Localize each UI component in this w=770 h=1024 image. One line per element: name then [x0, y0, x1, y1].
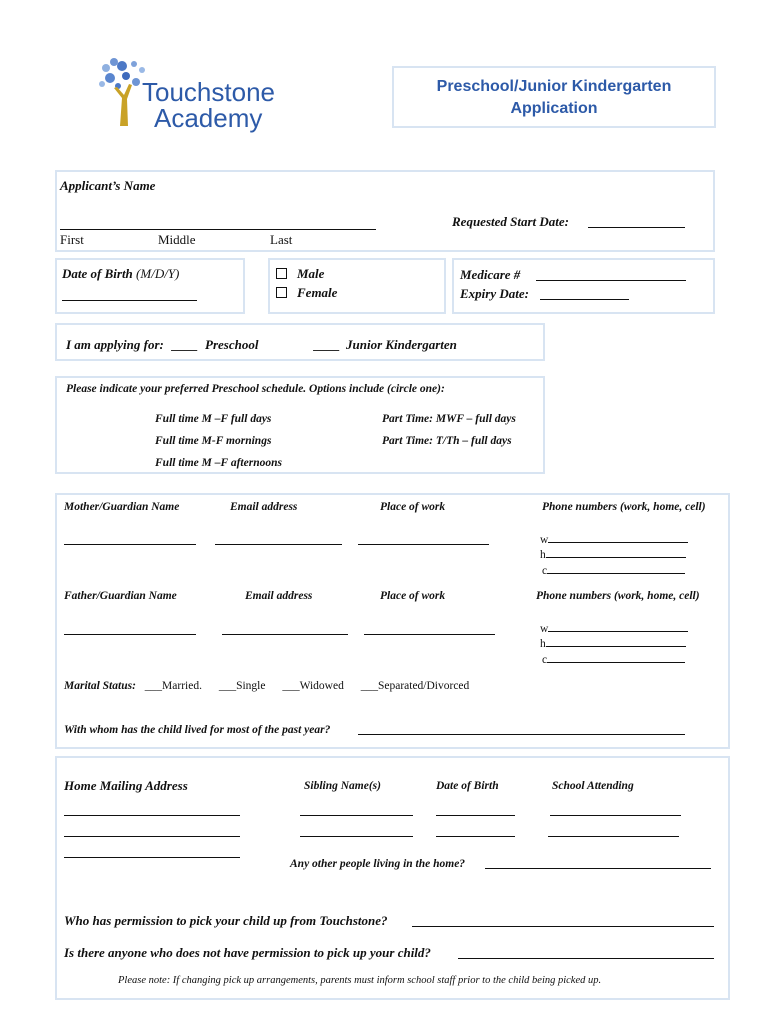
father-label: Father/Guardian Name	[64, 590, 177, 602]
lived-question: With whom has the child lived for most of the past year?	[64, 724, 331, 736]
father-h-label: h	[540, 638, 546, 650]
mother-email-label: Email address	[230, 501, 298, 513]
pickup-question: Who has permission to pick your child up from Touchstone?	[64, 913, 388, 928]
pickup-note: Please note: If changing pick up arrangements, parents must inform school staff prior to the child being picked up.	[118, 975, 602, 986]
father-work-label: Place of work	[380, 590, 446, 602]
mother-w-label: w	[540, 534, 549, 546]
father-work-field[interactable]	[364, 624, 495, 635]
male-checkbox[interactable]	[276, 268, 287, 279]
middle-label: Middle	[158, 232, 196, 247]
sibling-dob-2[interactable]	[436, 826, 515, 837]
home-address-label: Home Mailing Address	[64, 778, 188, 793]
dob-format: (M/D/Y)	[136, 266, 180, 281]
start-date-label: Requested Start Date:	[452, 214, 569, 229]
female-option[interactable]	[276, 285, 337, 301]
medicare-label: Medicare #	[460, 267, 521, 282]
lived-field[interactable]	[358, 724, 685, 735]
schedule-intro: Please indicate your preferred Preschool schedule. Options include (circle one):	[66, 383, 445, 395]
mother-name-field[interactable]	[64, 534, 196, 545]
marital-married[interactable]: ___Married.	[144, 680, 202, 692]
address-line-1[interactable]	[64, 805, 240, 816]
schedule-part-mwf[interactable]: Part Time: MWF – full days	[382, 413, 516, 425]
father-c-label: c	[542, 654, 548, 666]
others-field[interactable]	[485, 858, 711, 869]
dob-field[interactable]	[62, 290, 197, 301]
schedule-full-afternoons[interactable]: Full time M –F afternoons	[155, 457, 282, 469]
father-email-field[interactable]	[222, 624, 348, 635]
start-date-field[interactable]	[588, 217, 685, 228]
schedule-part-tth[interactable]: Part Time: T/Th – full days	[382, 435, 512, 447]
marital-separated[interactable]: ___Separated/Divorced	[360, 680, 470, 692]
applicant-name-field[interactable]	[60, 219, 376, 230]
mother-label: Mother/Guardian Name	[64, 501, 180, 513]
mother-phone-w[interactable]	[540, 531, 688, 546]
marital-widowed[interactable]: ___Widowed	[282, 680, 344, 692]
applying-label: I am applying for:	[66, 337, 164, 352]
sibling-dob-1[interactable]	[436, 805, 515, 816]
mother-h-label: h	[540, 549, 546, 561]
father-phone-label: Phone numbers (work, home, cell)	[536, 590, 700, 602]
father-w-label: w	[540, 623, 549, 635]
title-box	[392, 66, 716, 128]
schedule-full-days[interactable]: Full time M –F full days	[155, 413, 272, 425]
others-question: Any other people living in the home?	[290, 858, 466, 870]
address-line-2[interactable]	[64, 826, 240, 837]
logo-line2: Academy	[154, 103, 263, 133]
male-label: Male	[297, 266, 325, 281]
expiry-field[interactable]	[540, 289, 629, 300]
schedule-full-mornings[interactable]: Full time M-F mornings	[155, 435, 272, 447]
dob-label-row	[62, 266, 179, 282]
jk-option: Junior Kindergarten	[346, 337, 457, 352]
mother-phone-label: Phone numbers (work, home, cell)	[542, 501, 706, 513]
father-phone-c[interactable]	[542, 651, 685, 666]
sibling-school-2[interactable]	[548, 826, 679, 837]
sibling-dob-label: Date of Birth	[436, 780, 499, 792]
jk-blank[interactable]: ____	[314, 337, 340, 352]
preschool-option: Preschool	[205, 337, 259, 352]
mother-c-label: c	[542, 565, 548, 577]
no-pickup-question: Is there anyone who does not have permission to pick up your child?	[64, 945, 431, 960]
sibling-name-2[interactable]	[300, 826, 413, 837]
mother-email-field[interactable]	[215, 534, 342, 545]
sibling-name-1[interactable]	[300, 805, 413, 816]
marital-label: Marital Status:	[64, 680, 136, 692]
marital-single[interactable]: ___Single	[218, 680, 266, 692]
last-label: Last	[270, 232, 293, 247]
father-name-field[interactable]	[64, 624, 196, 635]
male-option[interactable]	[276, 266, 324, 282]
pickup-field[interactable]	[412, 916, 714, 927]
dob-label: Date of Birth	[62, 266, 133, 281]
no-pickup-field[interactable]	[458, 948, 714, 959]
school-label: School Attending	[552, 780, 634, 792]
sibling-school-1[interactable]	[550, 805, 681, 816]
address-line-3[interactable]	[64, 847, 240, 858]
applicant-name-label: Applicant’s Name	[60, 178, 156, 193]
preschool-blank[interactable]: ____	[172, 337, 198, 352]
female-checkbox[interactable]	[276, 287, 287, 298]
title-line1: Preschool/Junior Kindergarten	[436, 78, 672, 95]
marital-row	[64, 680, 469, 692]
title-line2: Application	[510, 100, 598, 117]
logo-line1: Touchstone	[142, 77, 275, 107]
father-phone-h[interactable]	[540, 635, 686, 650]
mother-work-field[interactable]	[358, 534, 489, 545]
first-label: First	[60, 232, 84, 247]
logo	[96, 54, 296, 134]
expiry-label: Expiry Date:	[460, 286, 529, 301]
father-email-label: Email address	[245, 590, 313, 602]
sibling-label: Sibling Name(s)	[304, 780, 381, 792]
mother-work-label: Place of work	[380, 501, 446, 513]
female-label: Female	[297, 285, 338, 300]
father-phone-w[interactable]	[540, 620, 688, 635]
mother-phone-c[interactable]	[542, 562, 685, 577]
mother-phone-h[interactable]	[540, 546, 686, 561]
medicare-field[interactable]	[536, 270, 686, 281]
